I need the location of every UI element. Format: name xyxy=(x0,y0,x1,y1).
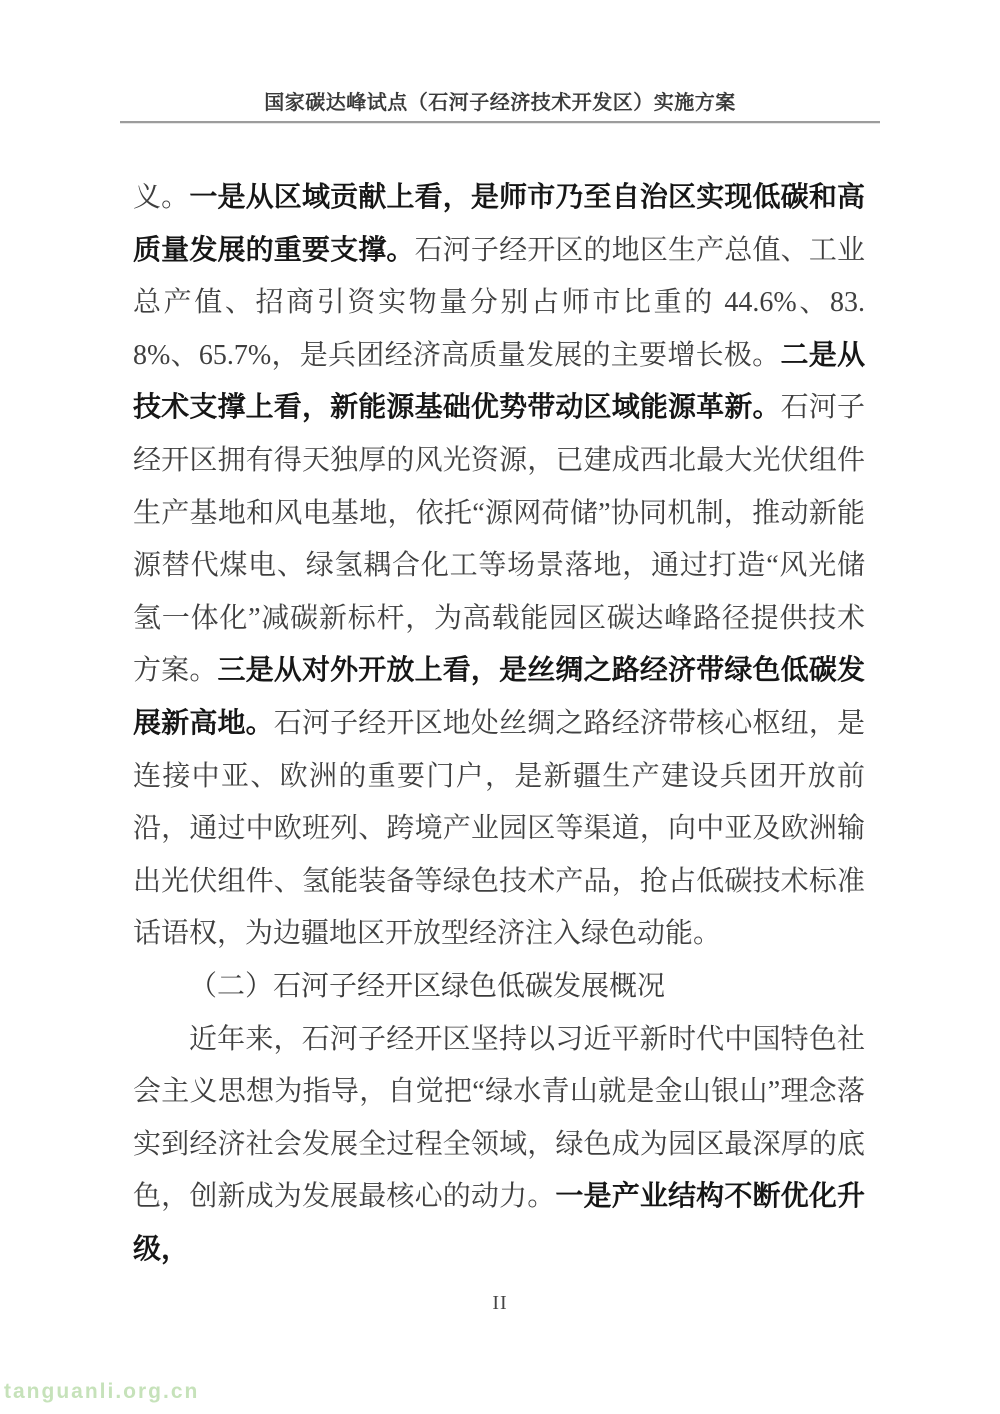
paragraph-regional-contribution xyxy=(133,172,865,961)
running-head-title: 国家碳达峰试点（石河子经济技术开发区）实施方案 xyxy=(264,92,736,114)
page-footer xyxy=(0,1292,1000,1315)
watermark: tanguanli.org.cn xyxy=(4,1380,200,1403)
paragraph-development-overview xyxy=(133,1014,865,1277)
document-body xyxy=(133,172,865,1276)
page-number: II xyxy=(492,1292,508,1314)
header-divider xyxy=(120,121,880,123)
body-text-segment: 石河子经开区的地区生产总值、工业总产值、招商引资实物量分别占师市比重的 44.6%、83.8%、65.7%，是兵团经济高质量发展的主要增长极。 xyxy=(133,234,865,371)
body-text-segment: 义。 xyxy=(133,182,190,213)
body-text-segment: 石河子经开区地处丝绸之路经济带核心枢纽，是连接中亚、欧洲的重要门户，是新疆生产建设兵团开放前沿，通过中欧班列、跨境产业园区等渠道，向中亚及欧洲输出光伏组件、氢能装备等绿色技术产品，抢占低碳技术标准话语权，为边疆地区开放型经济注入绿色动能。 xyxy=(133,707,865,950)
body-text-segment: 石河子经开区拥有得天独厚的风光资源，已建成西北最大光伏组件生产基地和风电基地，依托“源网荷储”协同机制，推动新能源替代煤电、绿氢耦合化工等场景落地，通过打造“风光储氢一体化”减碳新标杆，为高载能园区碳达峰路径提供技术方案。 xyxy=(133,392,865,687)
section-heading: （二）石河子经开区绿色低碳发展概况 xyxy=(189,970,666,1002)
emphasis-text-segment: 一是从区域贡献上看，是师市乃至自治区实现低碳和高质量发展的重要支撑。 xyxy=(133,182,865,266)
emphasis-text-segment: 二是从技术支撑上看，新能源基础优势带动区域能源革新。 xyxy=(133,339,865,424)
emphasis-text-segment: 三是从对外开放上看，是丝绸之路经济带绿色低碳发展新高地。 xyxy=(133,655,865,739)
emphasis-text-segment: 一是产业结构不断优化升级， xyxy=(133,1181,865,1265)
body-text-segment: 近年来，石河子经开区坚持以习近平新时代中国特色社会主义思想为指导，自觉把“绿水青山就是金山银山”理念落实到经济社会发展全过程全领域，绿色成为园区最深厚的底色，创新成为发展最核心的动力。 xyxy=(133,1023,865,1213)
page-header xyxy=(120,90,880,123)
